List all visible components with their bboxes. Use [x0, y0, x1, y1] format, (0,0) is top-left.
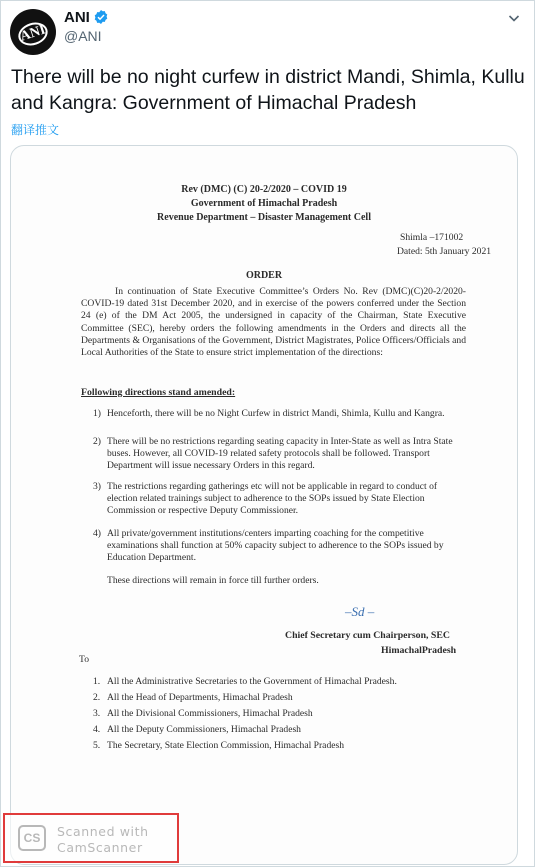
direction-number: 1): [93, 408, 101, 419]
tweet-image[interactable]: [10, 145, 518, 865]
doc-closing: These directions will remain in force till further orders.: [107, 575, 319, 586]
signature: –Sd –: [345, 604, 375, 619]
doc-signatory-title: Chief Secretary cum Chairperson, SEC: [285, 630, 450, 641]
recipient-item: All the Deputy Commissioners, Himachal Pradesh: [107, 724, 301, 735]
recipient-item: All the Head of Departments, Himachal Pradesh: [107, 692, 293, 703]
ani-logo: ANI: [15, 19, 50, 49]
watermark-line2: CamScanner: [57, 840, 143, 855]
recipient-item: The Secretary, State Election Commission, Himachal Pradesh: [107, 740, 345, 751]
direction-item: Henceforth, there will be no Night Curfew in district Mandi, Shimla, Kullu and Kangra.: [107, 408, 445, 419]
direction-item: There will be no restrictions regarding seating capacity in Inter-State as well as Intra State buses. However, all COVID-19 related safety protocols shall be followed. Transport Department will issue necessary Orders in this regard.: [107, 436, 453, 472]
recipient-number: 4.: [93, 724, 101, 735]
camscanner-watermark: [3, 813, 179, 863]
doc-department: Revenue Department – Disaster Management Cell: [157, 212, 371, 223]
avatar[interactable]: [10, 9, 56, 55]
doc-reference: Rev (DMC) (C) 20-2/2020 – COVID 19: [181, 184, 347, 195]
doc-government: Government of Himachal Pradesh: [190, 198, 338, 209]
direction-item: All private/government institutions/centers imparting coaching for the competitive examinations shall function at 50% capacity subject to adherence to the SOPs issued by Education Department.: [107, 528, 444, 564]
author-handle[interactable]: @ANI: [64, 28, 102, 44]
watermark-line1: Scanned with: [57, 824, 149, 839]
doc-directions-heading: Following directions stand amended:: [81, 387, 236, 398]
direction-number: 3): [93, 481, 101, 492]
doc-signatory-state: HimachalPradesh: [381, 645, 457, 656]
doc-date: Dated: 5th January 2021: [397, 246, 492, 257]
camscanner-logo-icon: CS: [18, 825, 46, 851]
recipient-item: All the Administrative Secretaries to the Government of Himachal Pradesh.: [107, 676, 397, 687]
author-name[interactable]: ANI: [64, 9, 90, 26]
doc-to-label: To: [79, 654, 89, 665]
chevron-down-icon[interactable]: [506, 10, 522, 26]
doc-place: Shimla –171002: [400, 232, 464, 243]
doc-order-title: ORDER: [245, 270, 283, 281]
recipient-number: 1.: [93, 676, 101, 687]
recipient-number: 3.: [93, 708, 101, 719]
tweet-text: There will be no night curfew in district Mandi, Shimla, Kullu and Kangra: Government of Himachal Pradesh: [11, 66, 525, 114]
direction-item: The restrictions regarding gatherings etc will not be applicable in regard to conduct of election related trainings subject to adherence to the SOPs issued by State Election Commission or respective Deputy Commissioner.: [107, 481, 438, 517]
translate-tweet-link[interactable]: 翻译推文: [11, 123, 60, 137]
direction-number: 4): [93, 528, 101, 539]
verified-badge-icon: [93, 9, 109, 25]
doc-intro-paragraph: In continuation of State Executive Committee’s Orders No. Rev (DMC)(C)20-2/2020-COVID-19 dated 31st December 2020, and in exercise of the powers conferred under the Section 24 (e) of the DM Act 2005, the undersigned in capacity of the Chairman, State Executive Committee (SEC), hereby orders the following amendments in the Orders and directs all the Departments & Organisations of the Government, District Magistrates, Police Officers/Officials and Local Authorities of the State to ensure strict implementation of the directions:: [81, 286, 466, 359]
recipient-number: 5.: [93, 740, 101, 751]
recipient-number: 2.: [93, 692, 101, 703]
scanned-order-document: [11, 146, 517, 864]
recipient-item: All the Divisional Commissioners, Himachal Pradesh: [107, 708, 313, 719]
direction-number: 2): [93, 436, 101, 447]
